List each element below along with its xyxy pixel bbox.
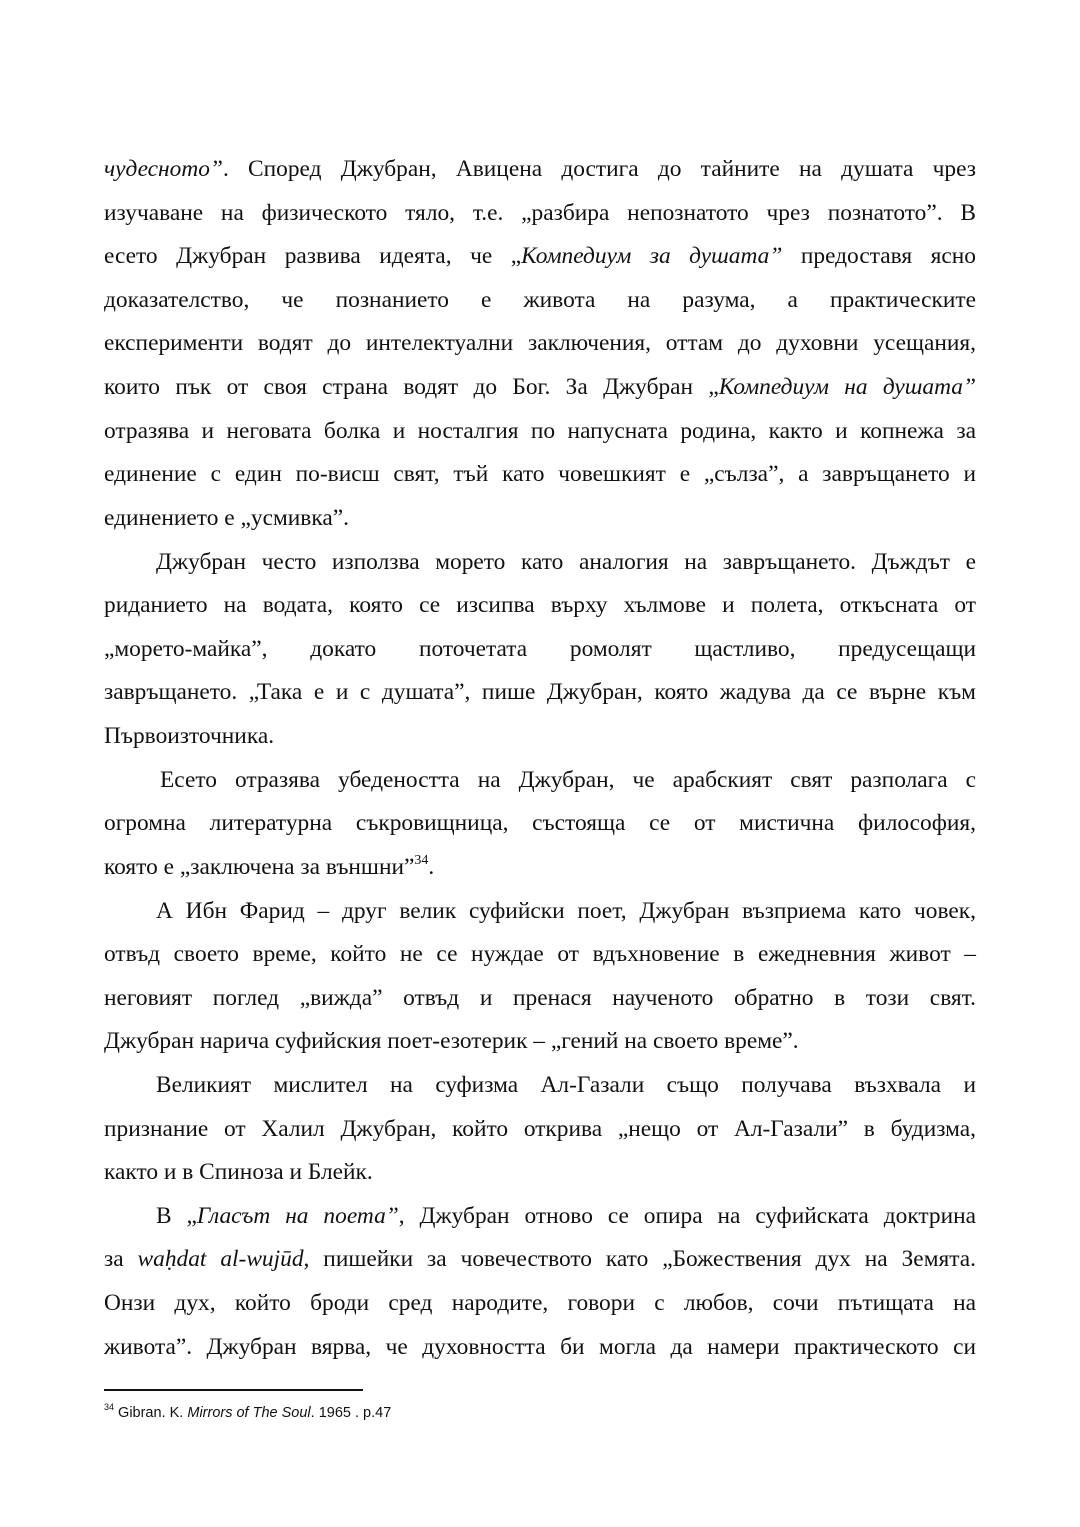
footnote-title: Mirrors of The Soul — [187, 1405, 311, 1421]
paragraph-1-line-6: които пък от своя страна водят до Бог. За Джубран „Компедиум на душата” — [104, 374, 976, 400]
paragraph-2-line-1: Джубран често използва морето като аналогия на завръщането. Дъждът е — [156, 549, 976, 575]
paragraph-3-line-1: Есето отразява убедеността на Джубран, че арабският свят разполага с — [160, 767, 976, 793]
paragraph-5-line-2: признание от Халил Джубран, който открива „нещо от Ал-Газали” в будизма, — [104, 1116, 976, 1142]
italic-title: Гласът на поета” — [196, 1203, 399, 1229]
italic-term: waḥdat al-wujūd — [137, 1246, 304, 1272]
paragraph-5-line-3: както и в Спиноза и Блейк. — [104, 1159, 373, 1185]
footnote-separator — [104, 1389, 363, 1391]
paragraph-1-line-7: отразява и неговата болка и носталгия по напусната родина, както и копнежа за — [104, 418, 976, 444]
paragraph-2-line-5: Първоизточника. — [104, 723, 275, 749]
paragraph-4-line-3: неговият поглед „вижда” отвъд и пренася наученото обратно в този свят. — [104, 985, 976, 1011]
paragraph-6-line-3: Онзи дух, който броди сред народите, говори с любов, сочи пътищата на — [104, 1290, 976, 1316]
paragraph-4-line-2: отвъд своето време, който не се нуждае от вдъхновение в ежедневния живот – — [104, 941, 976, 967]
paragraph-4-line-1: А Ибн Фарид – друг велик суфийски поет, Джубран възприема като човек, — [156, 898, 976, 924]
paragraph-6-line-2: за waḥdat al-wujūd, пишейки за човечеството като „Божествения дух на Земята. — [104, 1246, 976, 1272]
paragraph-1-line-4: доказателство, че познанието е живота на разума, а практическите — [104, 287, 976, 313]
paragraph-6-line-1: В „Гласът на поета”, Джубран отново се опира на суфийската доктрина — [156, 1203, 976, 1229]
paragraph-6-line-4: живота”. Джубран вярва, че духовността би могла да намери практическото си — [104, 1334, 976, 1360]
paragraph-5-line-1: Великият мислител на суфизма Ал-Газали също получава възхвала и — [156, 1072, 976, 1098]
paragraph-2-line-2: риданието на водата, която се изсипва върху хълмове и полета, откъсната от — [104, 592, 976, 618]
paragraph-4-line-4: Джубран нарича суфийския поет-езотерик – „гений на своето време”. — [104, 1028, 799, 1054]
italic-title: Компедиум на душата” — [718, 374, 976, 400]
italic-term: чудесното” — [104, 156, 223, 182]
paragraph-1-line-1: чудесното”. Според Джубран, Авицена достига до тайните на душата чрез — [104, 156, 976, 182]
paragraph-1-line-3: есето Джубран развива идеята, че „Компедиум за душата” предоставя ясно — [104, 243, 976, 269]
paragraph-1-line-8: единение с един по-висш свят, тъй като човешкият е „сълза”, а завръщането и — [104, 461, 976, 487]
paragraph-2-line-3: „морето-майка”, докато поточетата ромолят щастливо, предусещащи — [104, 636, 976, 662]
paragraph-2-line-4: завръщането. „Така е и с душата”, пише Джубран, която жадува да се върне към — [104, 679, 976, 705]
footnote-number: 34 — [104, 1402, 115, 1413]
footnote: $^{34}$ Gibran. K. Mirrors of The Soul. 1965 . p.47 — [104, 1402, 392, 1421]
footnote-reference[interactable]: 34 — [414, 853, 429, 869]
paragraph-1-line-5: експерименти водят до интелектуални заключения, оттам до духовни усещания, — [104, 330, 976, 356]
paragraph-1-line-9: единението е „усмивка”. — [104, 505, 349, 531]
paragraph-1-line-2: изучаване на физическото тяло, т.е. „разбира непознатото чрез познатото”. В — [104, 200, 976, 226]
paragraph-3-line-3: която е „заключена за външни”$^{34}$. — [104, 853, 435, 880]
paragraph-3-line-2: огромна литературна съкровищница, състояща се от мистична философия, — [104, 810, 976, 836]
italic-title: Компедиум за душата” — [521, 243, 783, 269]
